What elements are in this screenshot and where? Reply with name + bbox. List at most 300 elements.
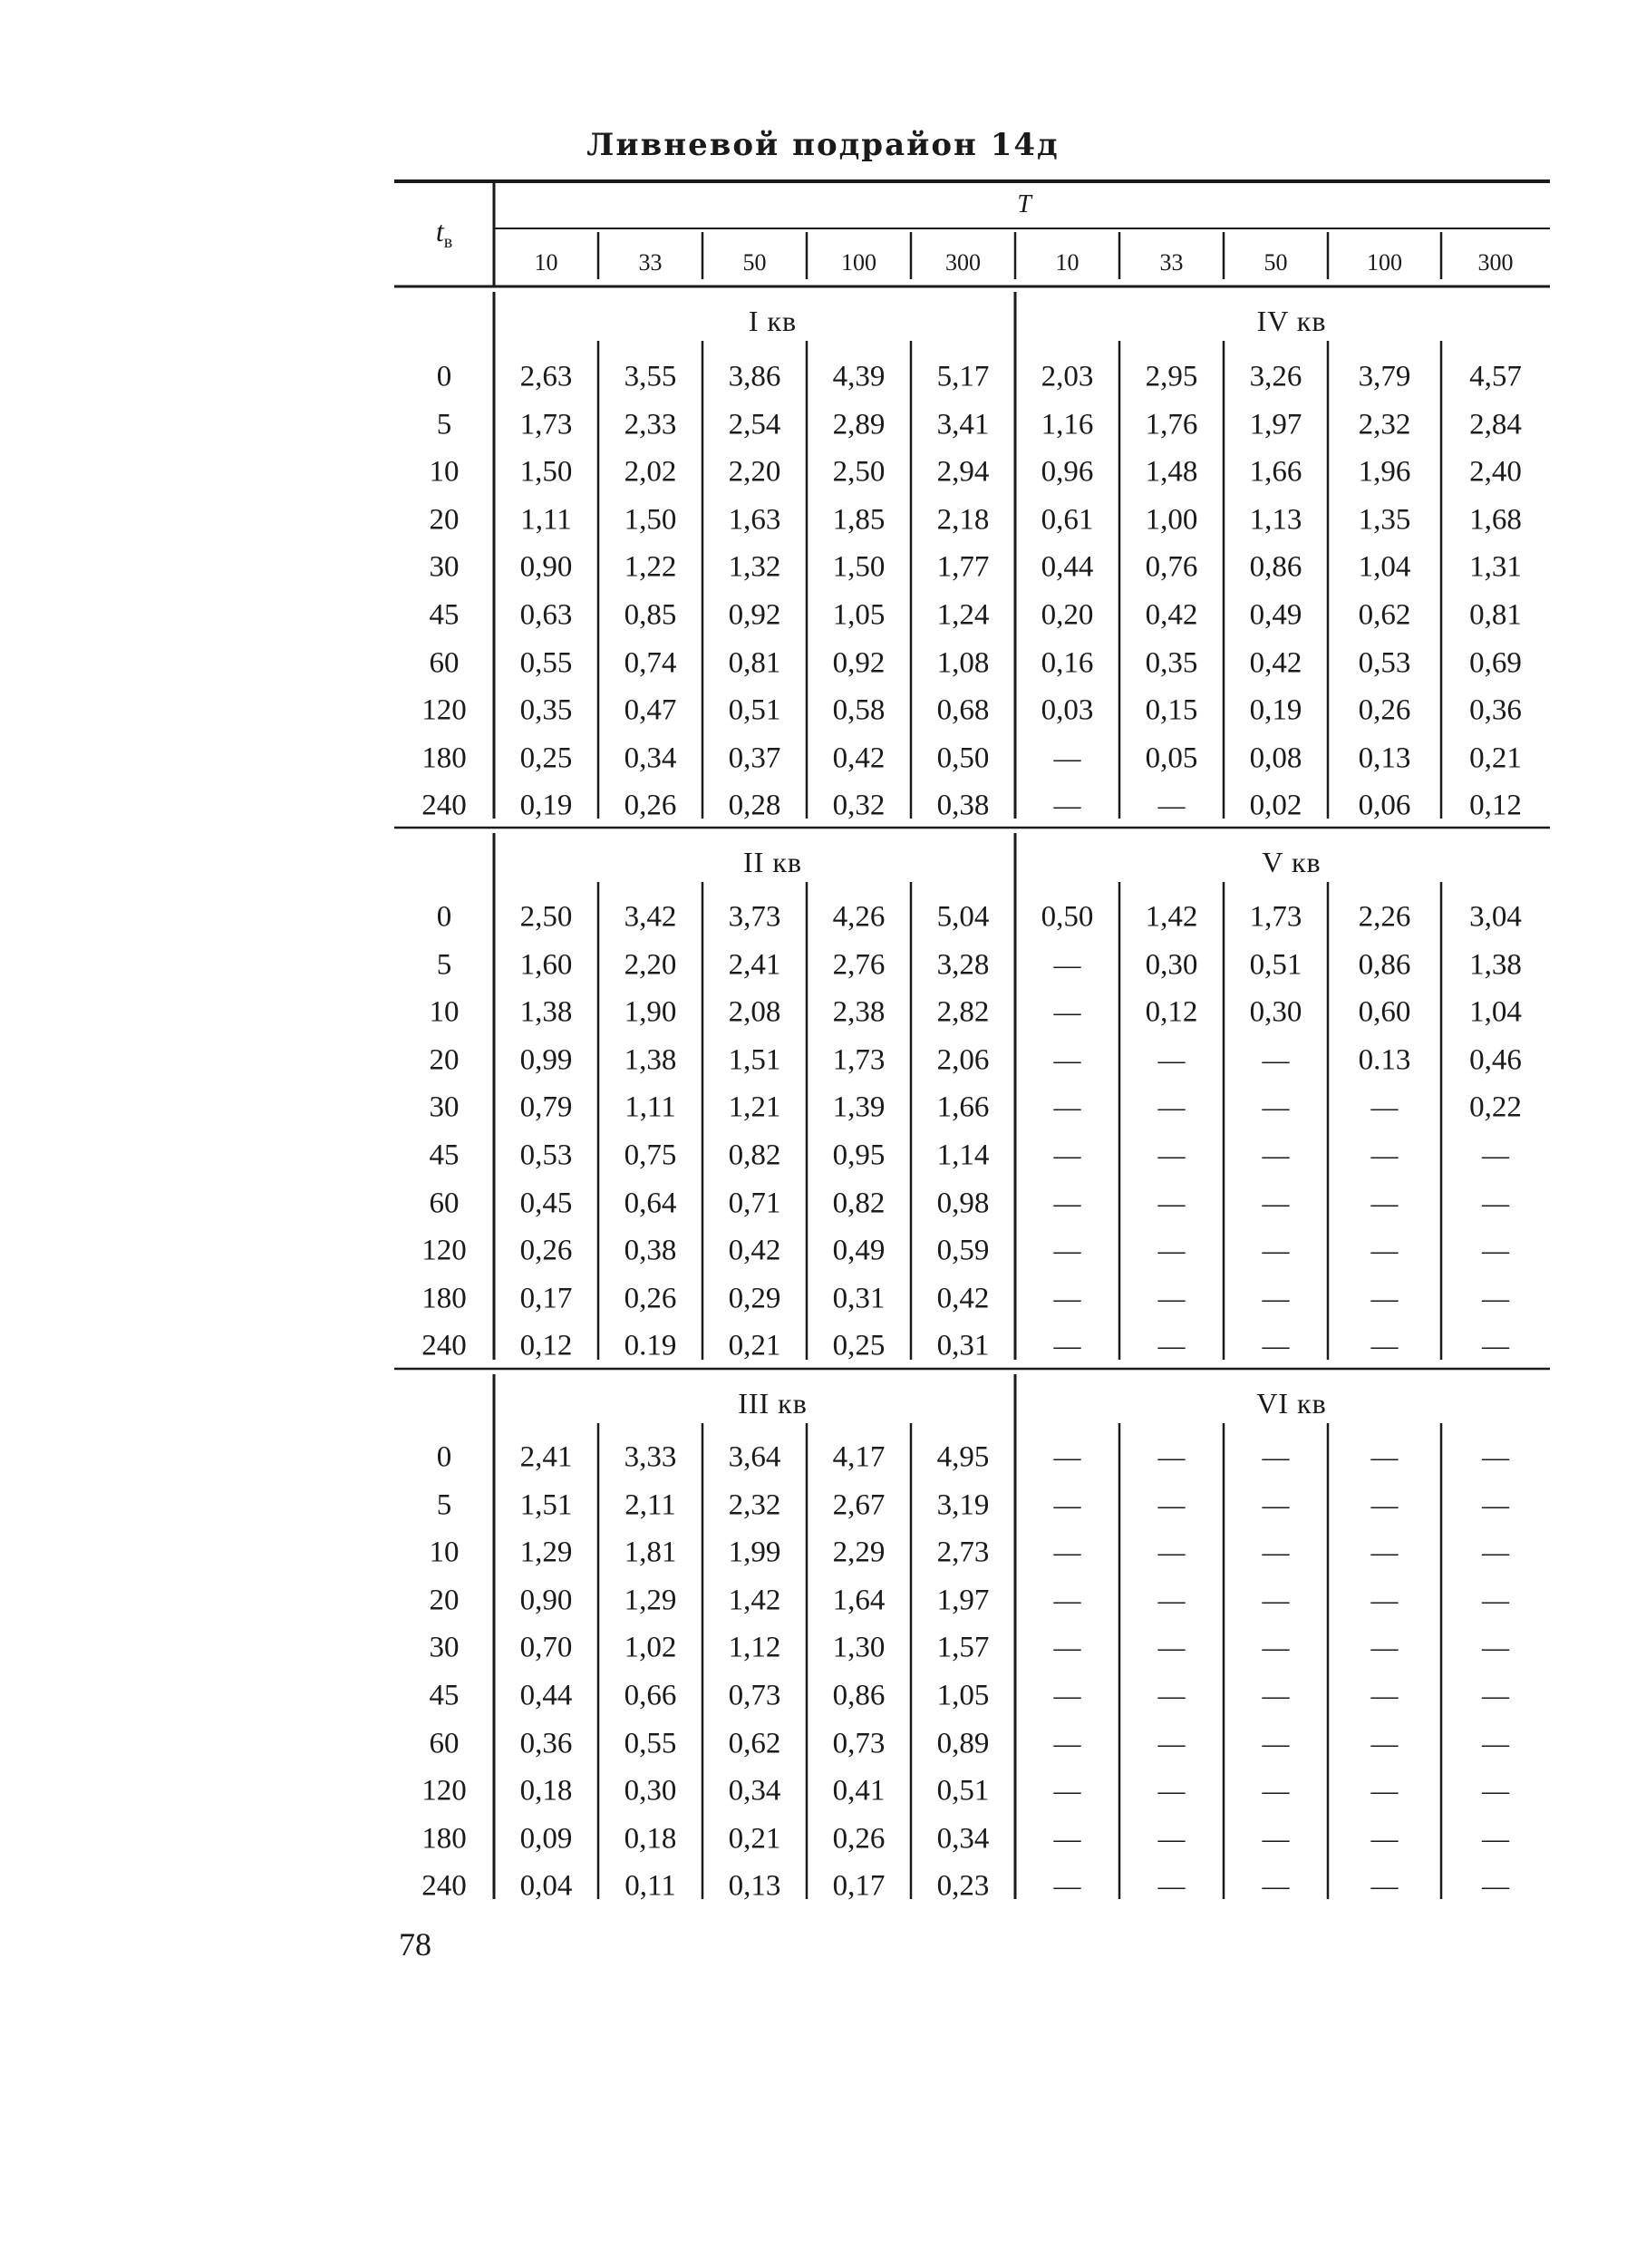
table-cell-value: 2,32 — [728, 1488, 781, 1522]
row-t-value: 0 — [436, 1440, 452, 1474]
table-cell-value: 1,51 — [728, 1043, 781, 1077]
table-cell-dash: — — [1482, 1776, 1509, 1807]
table-cell-value: 0,42 — [832, 741, 886, 775]
row-t-value: 30 — [429, 1090, 460, 1124]
table-cell-value: 0,81 — [728, 646, 781, 680]
table-cell-value: 0,18 — [519, 1774, 573, 1808]
table-cell-value: 1,42 — [728, 1584, 781, 1617]
table-cell-dash: — — [1157, 1681, 1186, 1711]
table-cell-value: 0,51 — [728, 693, 781, 727]
table-cell-value: 0,21 — [1469, 741, 1522, 775]
table-cell-value: 0,02 — [1249, 789, 1302, 822]
table-cell-value: 2,29 — [832, 1536, 886, 1569]
table-cell-dash: — — [1262, 1331, 1290, 1362]
table-cell-value: 0,44 — [1041, 550, 1094, 584]
row-label-t — [435, 214, 453, 253]
table-cell-value: 0,12 — [1145, 995, 1198, 1029]
table-cell-dash: — — [1370, 1585, 1399, 1615]
table-cell-value: 0,50 — [1041, 900, 1094, 934]
column-header-T-value: 100 — [841, 249, 876, 276]
table-cell-dash: — — [1482, 1681, 1509, 1711]
row-t-value: 20 — [429, 1043, 460, 1077]
table-cell-value: 2,38 — [832, 995, 886, 1029]
table-cell-value: 2,02 — [624, 455, 677, 489]
table-cell-dash: — — [1482, 1187, 1509, 1218]
table-cell-value: 0,09 — [519, 1822, 573, 1856]
table-cell-value: 0,71 — [728, 1187, 781, 1220]
table-cell-value: 0,45 — [519, 1187, 573, 1220]
table-cell-value: 0,70 — [519, 1631, 573, 1664]
table-cell-value: 0,21 — [728, 1822, 781, 1856]
table-cell-dash: — — [1262, 1187, 1290, 1218]
table-cell-dash: — — [1262, 1585, 1290, 1615]
quarter-label-right: V кв — [1262, 846, 1322, 878]
row-t-value: 45 — [429, 1139, 460, 1172]
table-cell-value: 0,69 — [1469, 646, 1522, 680]
table-cell-dash: — — [1482, 1585, 1509, 1615]
table-cell-value: 0,30 — [624, 1774, 677, 1808]
table-cell-value: 1,97 — [936, 1584, 990, 1617]
table-cell-value: 0,04 — [519, 1869, 573, 1903]
table-cell-value: 0,90 — [519, 1584, 573, 1617]
table-cell-value: 3,41 — [936, 408, 990, 441]
table-cell-value: 0,62 — [728, 1727, 781, 1760]
table-cell-dash: — — [1053, 1044, 1081, 1075]
table-cell-value: 0,46 — [1469, 1043, 1522, 1077]
table-cell-value: 1,14 — [936, 1139, 990, 1172]
page-title: Ливневой подрайон 14д — [586, 127, 1060, 163]
table-cell-dash: — — [1053, 1140, 1081, 1170]
table-cell-value: 0,63 — [519, 598, 573, 632]
table-cell-value: 0,35 — [1145, 646, 1198, 680]
table-cell-value: 0,58 — [832, 693, 886, 727]
table-cell-value: 0,35 — [519, 693, 573, 727]
table-cell-dash: — — [1370, 1442, 1399, 1472]
table-cell-value: 2,67 — [832, 1488, 886, 1522]
table-cell-value: 0,21 — [728, 1329, 781, 1362]
table-cell-dash: — — [1482, 1283, 1509, 1313]
row-label-t-subscript: в — [443, 232, 453, 253]
table-cell-value: 1,57 — [936, 1631, 990, 1664]
table-cell-value: 2,33 — [624, 408, 677, 441]
table-cell-value: 0,42 — [936, 1282, 990, 1315]
table-cell-value: 1,38 — [519, 995, 573, 1029]
table-cell-value: 0,28 — [728, 789, 781, 822]
table-cell-dash: — — [1157, 1823, 1186, 1854]
table-cell-value: 2,94 — [936, 455, 990, 489]
row-t-value: 5 — [436, 1488, 452, 1522]
table-cell-value: 1,76 — [1145, 408, 1198, 441]
table-cell-value: 1,35 — [1358, 503, 1411, 537]
table-cell-value: 1,16 — [1041, 408, 1094, 441]
table-cell-dash: — — [1053, 1092, 1081, 1123]
table-cell-value: 4,39 — [832, 360, 886, 393]
table-cell-value: 1,05 — [832, 598, 886, 632]
table-cell-value: 0,26 — [624, 789, 677, 822]
table-cell-dash: — — [1262, 1140, 1290, 1170]
table-cell-value: 2,50 — [832, 455, 886, 489]
table-cell-value: 0,73 — [728, 1679, 781, 1712]
table-cell-value: 4,57 — [1469, 360, 1522, 393]
table-cell-dash: — — [1482, 1442, 1509, 1472]
table-cell-dash: — — [1053, 790, 1081, 821]
row-t-value: 10 — [429, 455, 460, 489]
table-cell-dash: — — [1157, 1633, 1186, 1663]
table-cell-dash: — — [1053, 1633, 1081, 1663]
table-cell-dash: — — [1262, 1044, 1290, 1075]
table-cell-dash: — — [1053, 1283, 1081, 1313]
table-cell-value: 1,24 — [936, 598, 990, 632]
table-cell-value: 0,53 — [1358, 646, 1411, 680]
table-cell-dash: — — [1157, 1044, 1186, 1075]
table-cell-value: 0,36 — [1469, 693, 1522, 727]
row-t-value: 30 — [429, 1631, 460, 1664]
table-cell-value: 1,77 — [936, 550, 990, 584]
table-cell-dash: — — [1157, 1776, 1186, 1807]
table-cell-dash: — — [1262, 1728, 1290, 1759]
table-cell-dash: — — [1262, 1236, 1290, 1266]
table-cell-value: 0,60 — [1358, 995, 1411, 1029]
table-cell-value: 2,11 — [625, 1488, 676, 1522]
table-cell-value: 0,55 — [624, 1727, 677, 1760]
table-cell-value: 0,13 — [728, 1869, 781, 1903]
table-cell-dash: — — [1262, 1823, 1290, 1854]
table-cell-value: 1,42 — [1145, 900, 1198, 934]
table-cell-value: 0,25 — [519, 741, 573, 775]
table-cell-value: 3,19 — [936, 1488, 990, 1522]
table-cell-value: 0,11 — [625, 1869, 676, 1903]
table-cell-dash: — — [1370, 1681, 1399, 1711]
column-header-T-value: 50 — [742, 249, 767, 276]
column-header-T-value: 50 — [1264, 249, 1288, 276]
row-t-value: 30 — [429, 550, 460, 584]
table-cell-dash: — — [1370, 1140, 1399, 1170]
table-cell-value: 0,74 — [624, 646, 677, 680]
table-cell-dash: — — [1370, 1092, 1399, 1123]
column-header-T-value: 300 — [945, 249, 981, 276]
table-cell-value: 0,68 — [936, 693, 990, 727]
table-cell-value: 2,41 — [519, 1440, 573, 1474]
table-cell-dash: — — [1053, 1442, 1081, 1472]
table-cell-dash: — — [1053, 1728, 1081, 1759]
row-label-t-symbol: t — [435, 214, 444, 247]
table-cell-value: 0,32 — [832, 789, 886, 822]
table-cell-dash: — — [1157, 1728, 1186, 1759]
row-t-value: 5 — [436, 408, 452, 441]
table-cell-value: 0,05 — [1145, 741, 1198, 775]
table-cell-value: 0,17 — [519, 1282, 573, 1315]
table-cell-value: 2,50 — [519, 900, 573, 934]
table-cell-value: 0,73 — [832, 1727, 886, 1760]
table-cell-value: 0,85 — [624, 598, 677, 632]
table-cell-dash: — — [1482, 1537, 1509, 1568]
table-cell-value: 0.13 — [1358, 1043, 1411, 1077]
column-group-label-T: T — [1017, 190, 1031, 218]
table-cell-dash: — — [1157, 1442, 1186, 1472]
quarter-label-left: II кв — [743, 846, 802, 878]
table-cell-value: 0,38 — [624, 1234, 677, 1267]
table-cell-value: 1,63 — [728, 503, 781, 537]
table-cell-value: 2,89 — [832, 408, 886, 441]
table-cell-value: 1,50 — [519, 455, 573, 489]
table-cell-dash: — — [1262, 1092, 1290, 1123]
table-cell-value: 0,96 — [1041, 455, 1094, 489]
table-cell-value: 1,22 — [624, 550, 677, 584]
table-cell-dash: — — [1053, 1681, 1081, 1711]
quarter-label-left: III кв — [738, 1387, 808, 1420]
table-cell-value: 1,29 — [519, 1536, 573, 1569]
table-cell-value: 3,42 — [624, 900, 677, 934]
table-cell-dash: — — [1157, 1871, 1186, 1902]
table-cell-value: 1,00 — [1145, 503, 1198, 537]
table-cell-dash: — — [1157, 1283, 1186, 1313]
table-cell-value: 0,34 — [728, 1774, 781, 1808]
table-cell-value: 0,89 — [936, 1727, 990, 1760]
row-t-value: 10 — [429, 995, 460, 1029]
table-cell-value: 0,12 — [519, 1329, 573, 1362]
table-cell-dash: — — [1262, 1776, 1290, 1807]
table-cell-value: 0,38 — [936, 789, 990, 822]
table-cell-value: 2,03 — [1041, 360, 1094, 393]
table-cell-dash: — — [1053, 1187, 1081, 1218]
table-cell-value: 0,92 — [832, 646, 886, 680]
row-t-value: 60 — [429, 646, 460, 680]
table-cell-value: 0,99 — [519, 1043, 573, 1077]
table-cell-value: 2,41 — [728, 948, 781, 982]
table-cell-value: 0,13 — [1358, 741, 1411, 775]
table-cell-value: 0,66 — [624, 1679, 677, 1712]
table-cell-dash: — — [1157, 1236, 1186, 1266]
table-cell-value: 1,48 — [1145, 455, 1198, 489]
table-cell-value: 1,02 — [624, 1631, 677, 1664]
row-t-value: 240 — [421, 1869, 467, 1903]
table-cell-dash: — — [1370, 1776, 1399, 1807]
table-cell-value: 0,95 — [832, 1139, 886, 1172]
table-cell-value: 1,08 — [936, 646, 990, 680]
row-t-value: 45 — [429, 598, 460, 632]
table-cell-value: 5,04 — [936, 900, 990, 934]
table-cell-value: 1,12 — [728, 1631, 781, 1664]
table-cell-dash: — — [1482, 1871, 1509, 1902]
table-cell-value: 1,51 — [519, 1488, 573, 1522]
table-cell-dash: — — [1262, 1489, 1290, 1520]
table-cell-value: 3,33 — [624, 1440, 677, 1474]
table-cell-dash: — — [1370, 1823, 1399, 1854]
table-cell-dash: — — [1370, 1187, 1399, 1218]
column-header-T-value: 100 — [1367, 249, 1402, 276]
table-cell-dash: — — [1053, 1489, 1081, 1520]
table-cell-dash: — — [1157, 1489, 1186, 1520]
table-cell-dash: — — [1053, 997, 1081, 1028]
table-cell-value: 0,75 — [624, 1139, 677, 1172]
table-cell-value: 0,22 — [1469, 1090, 1522, 1124]
table-cell-value: 1,11 — [625, 1090, 676, 1124]
table-cell-value: 0,23 — [936, 1869, 990, 1903]
table-cell-dash: — — [1370, 1537, 1399, 1568]
table-cell-value: 0,19 — [519, 789, 573, 822]
table-cell-value: 1,60 — [519, 948, 573, 982]
table-cell-value: 1,73 — [832, 1043, 886, 1077]
table-cell-dash: — — [1262, 1871, 1290, 1902]
table-cell-value: 0,41 — [832, 1774, 886, 1808]
table-cell-value: 1,38 — [1469, 948, 1522, 982]
table-cell-dash: — — [1262, 1633, 1290, 1663]
row-t-value: 240 — [421, 789, 467, 822]
table-cell-value: 0,15 — [1145, 693, 1198, 727]
table-cell-dash: — — [1262, 1283, 1290, 1313]
table-cell-value: 0,30 — [1249, 995, 1302, 1029]
table-cell-value: 0,81 — [1469, 598, 1522, 632]
table-cell-value: 0,79 — [519, 1090, 573, 1124]
row-t-value: 0 — [436, 900, 452, 934]
quarter-label-left: I кв — [748, 305, 798, 337]
table-cell-dash: — — [1053, 1871, 1081, 1902]
column-header-T-value: 300 — [1477, 249, 1514, 276]
table-cell-value: 0,59 — [936, 1234, 990, 1267]
row-t-value: 60 — [429, 1727, 460, 1760]
table-cell-value: 1,66 — [1249, 455, 1302, 489]
table-cell-value: 2,40 — [1469, 455, 1522, 489]
column-header-T-value: 33 — [1159, 249, 1184, 276]
row-t-value: 120 — [421, 1234, 467, 1267]
table-cell-value: 0,49 — [1249, 598, 1302, 632]
table-cell-value: 1,04 — [1469, 995, 1522, 1029]
table-cell-value: 4,95 — [936, 1440, 990, 1474]
table-cell-dash: — — [1053, 1776, 1081, 1807]
table-cell-value: 1,99 — [728, 1536, 781, 1569]
table-cell-value: 0,42 — [1249, 646, 1302, 680]
table-cell-value: 1,13 — [1249, 503, 1302, 537]
table-cell-value: 3,64 — [728, 1440, 781, 1474]
table-cell-value: 0,30 — [1145, 948, 1198, 982]
table-cell-dash: — — [1053, 1537, 1081, 1568]
table-cell-dash: — — [1262, 1681, 1290, 1711]
table-cell-value: 1,90 — [624, 995, 677, 1029]
table-cell-value: 3,28 — [936, 948, 990, 982]
table-cell-dash: — — [1482, 1728, 1509, 1759]
table-cell-value: 0,42 — [1145, 598, 1198, 632]
table-cell-dash: — — [1157, 1140, 1186, 1170]
table-cell-value: 0,51 — [1249, 948, 1302, 982]
table-cell-value: 1,66 — [936, 1090, 990, 1124]
table-cell-dash: — — [1370, 1331, 1399, 1362]
table-cell-dash: — — [1370, 1728, 1399, 1759]
table-cell-value: 1,38 — [624, 1043, 677, 1077]
table-cell-dash: — — [1370, 1871, 1399, 1902]
table-cell-value: 1,11 — [520, 503, 572, 537]
table-cell-value: 0,26 — [832, 1822, 886, 1856]
row-t-value: 180 — [421, 1822, 467, 1856]
table-cell-value: 0,20 — [1041, 598, 1094, 632]
row-t-value: 120 — [421, 693, 467, 727]
table-cell-value: 1,39 — [832, 1090, 886, 1124]
row-t-value: 20 — [429, 503, 460, 537]
table-cell-value: 1,96 — [1358, 455, 1411, 489]
table-cell-value: 1,21 — [728, 1090, 781, 1124]
table-cell-dash: — — [1482, 1633, 1509, 1663]
table-cell-value: 1,05 — [936, 1679, 990, 1712]
row-t-value: 180 — [421, 1282, 467, 1315]
table-cell-value: 3,55 — [624, 360, 677, 393]
table-cell-value: 0,08 — [1249, 741, 1302, 775]
row-t-value: 20 — [429, 1584, 460, 1617]
table-cell-value: 4,17 — [832, 1440, 886, 1474]
table-cell-dash: — — [1053, 1823, 1081, 1854]
table-cell-value: 0,29 — [728, 1282, 781, 1315]
table-cell-value: 0,92 — [728, 598, 781, 632]
table-cell-dash: — — [1157, 1537, 1186, 1568]
table-cell-value: 0.19 — [624, 1329, 677, 1362]
table-cell-value: 0,31 — [936, 1329, 990, 1362]
table-cell-value: 0,26 — [1358, 693, 1411, 727]
table-cell-value: 0,17 — [832, 1869, 886, 1903]
table-cell-dash: — — [1053, 742, 1081, 773]
table-cell-value: 3,26 — [1249, 360, 1302, 393]
table-cell-value: 1,04 — [1358, 550, 1411, 584]
table-cell-value: 1,64 — [832, 1584, 886, 1617]
table-cell-dash: — — [1370, 1283, 1399, 1313]
table-cell-dash: — — [1482, 1489, 1509, 1520]
table-cell-value: 0,53 — [519, 1139, 573, 1172]
table-cell-value: 0,98 — [936, 1187, 990, 1220]
table-cell-value: 0,49 — [832, 1234, 886, 1267]
table-cell-value: 0,86 — [1249, 550, 1302, 584]
table-cell-value: 1,85 — [832, 503, 886, 537]
column-header-T-value: 10 — [1055, 249, 1080, 276]
table-cell-value: 2,06 — [936, 1043, 990, 1077]
table-cell-value: 0,86 — [1358, 948, 1411, 982]
table-cell-value: 0,61 — [1041, 503, 1094, 537]
table-cell-value: 2,20 — [624, 948, 677, 982]
row-t-value: 60 — [429, 1187, 460, 1220]
row-t-value: 0 — [436, 360, 452, 393]
table-cell-value: 1,73 — [519, 408, 573, 441]
table-cell-value: 0,90 — [519, 550, 573, 584]
column-header-T-value: 10 — [534, 249, 558, 276]
table-cell-value: 2,32 — [1358, 408, 1411, 441]
table-cell-value: 1,50 — [624, 503, 677, 537]
table-cell-value: 0,76 — [1145, 550, 1198, 584]
table-cell-value: 0,31 — [832, 1282, 886, 1315]
table-cell-dash: — — [1370, 1236, 1399, 1266]
table-cell-dash: — — [1157, 1331, 1186, 1362]
table-cell-value: 2,84 — [1469, 408, 1522, 441]
table-cell-value: 0,64 — [624, 1187, 677, 1220]
table-cell-value: 0,03 — [1041, 693, 1094, 727]
table-cell-value: 2,63 — [519, 360, 573, 393]
table-cell-value: 0,26 — [519, 1234, 573, 1267]
table-cell-value: 1,68 — [1469, 503, 1522, 537]
row-t-value: 180 — [421, 741, 467, 775]
table-cell-dash: — — [1370, 1489, 1399, 1520]
table-cell-value: 0,34 — [936, 1822, 990, 1856]
table-cell-value: 0,25 — [832, 1329, 886, 1362]
row-t-value: 240 — [421, 1329, 467, 1362]
table-cell-value: 2,54 — [728, 408, 781, 441]
table-cell-value: 4,26 — [832, 900, 886, 934]
table-cell-value: 0,82 — [728, 1139, 781, 1172]
table-cell-value: 2,26 — [1358, 900, 1411, 934]
table-cell-value: 0,36 — [519, 1727, 573, 1760]
table-cell-value: 1,97 — [1249, 408, 1302, 441]
table-cell-value: 1,32 — [728, 550, 781, 584]
table-cell-dash: — — [1157, 1092, 1186, 1123]
table-cell-dash: — — [1482, 1140, 1509, 1170]
table-cell-dash: — — [1262, 1537, 1290, 1568]
table-cell-value: 0,62 — [1358, 598, 1411, 632]
table-cell-value: 2,20 — [728, 455, 781, 489]
table-cell-value: 0,19 — [1249, 693, 1302, 727]
